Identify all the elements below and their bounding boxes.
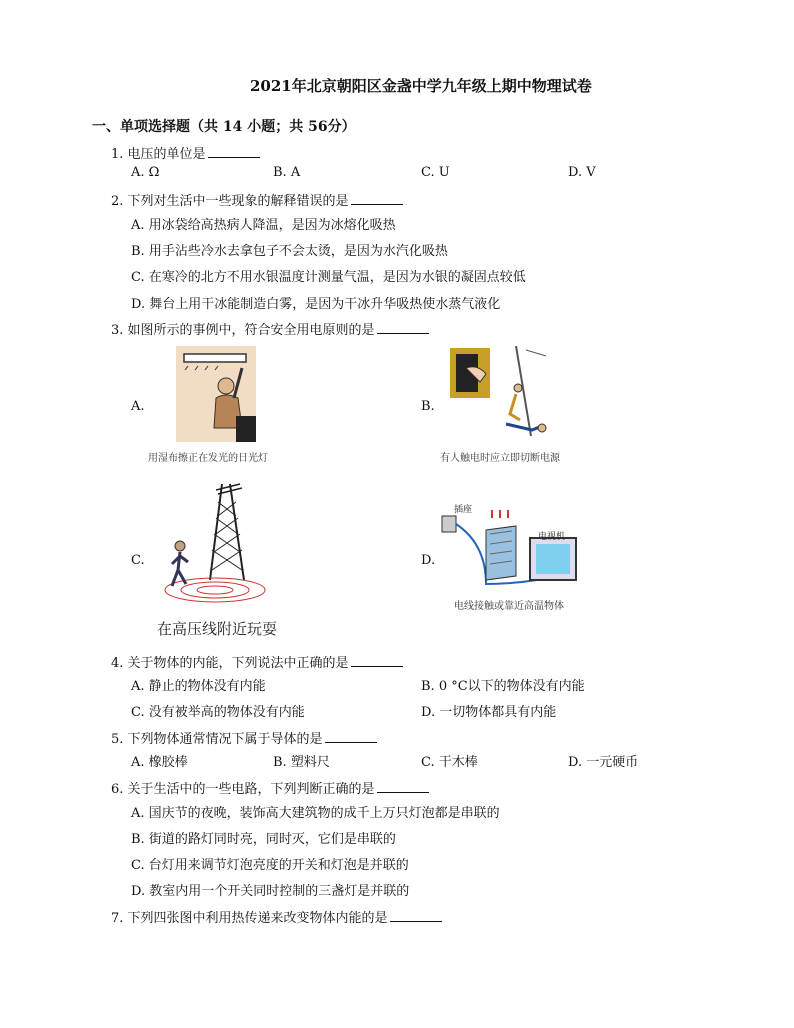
q4-option-a: A. 静止的物体没有内能 [131,679,266,694]
q3-caption-d: 电线接触或靠近高温物体 [454,601,564,612]
question-1 [111,143,260,162]
answer-blank [208,145,260,158]
q6-option-d: D. 教室内用一个开关同时控制的三盏灯是并联的 [131,884,410,899]
q5-option-b: B. 塑料尺 [273,755,330,770]
q5-option-d: D. 一元硬币 [568,755,639,770]
answer-blank [390,909,442,922]
q2-option-c: C. 在寒冷的北方不用水银温度计测量气温，是因为水银的凝固点较低 [131,270,526,285]
wet-cloth-lamp-illustration [176,346,256,442]
answer-blank [377,780,429,793]
q5-option-c: C. 干木棒 [421,755,478,770]
question-6 [111,778,429,797]
q1-option-c: C. U [421,165,450,180]
question-2 [111,190,403,209]
q6-option-c: C. 台灯用来调节灯泡亮度的开关和灯泡是并联的 [131,858,409,873]
section-heading: 一、单项选择题（共 14 小题；共 56分） [92,119,356,135]
power-tower-illustration [160,480,280,610]
q3-caption-c: 在高压线附近玩耍 [157,620,278,638]
q4-option-c: C. 没有被举高的物体没有内能 [131,705,305,720]
answer-blank [351,192,403,205]
q1-option-b: B. A [273,165,301,180]
q3-letter-c: C. [131,553,145,568]
question-5-stem: 5. 下列物体通常情况下属于导体的是 [111,732,323,747]
question-1-stem: 1. 电压的单位是 [111,147,206,162]
q3-letter-a: A. [131,399,145,414]
answer-blank [325,730,377,743]
question-7-stem: 7. 下列四张图中利用热传递来改变物体内能的是 [111,911,388,926]
q1-option-a: A. Ω [131,165,160,180]
question-4-stem: 4. 关于物体的内能，下列说法中正确的是 [111,656,349,671]
q2-option-a: A. 用冰袋给高热病人降温，是因为冰熔化吸热 [131,218,396,233]
question-4 [111,652,403,671]
q3-letter-d: D. [421,553,436,568]
q5-option-a: A. 橡胶棒 [131,755,188,770]
q2-option-b: B. 用手沾些冷水去拿包子不会太烫，是因为水汽化吸热 [131,244,448,259]
q6-option-b: B. 街道的路灯同时亮，同时灭，它们是串联的 [131,832,396,847]
q1-option-d: D. V [568,165,596,180]
question-2-stem: 2. 下列对生活中一些现象的解释错误的是 [111,194,349,209]
q2-option-d: D. 舞台上用干冰能制造白雾，是因为干冰升华吸热使水蒸气液化 [131,297,501,312]
q3-caption-b: 有人触电时应立即切断电源 [440,453,560,464]
q4-option-b: B. 0 °C以下的物体没有内能 [421,679,585,694]
question-6-stem: 6. 关于生活中的一些电路，下列判断正确的是 [111,782,375,797]
question-5 [111,728,377,747]
q3-d-tv-label: 电视机 [538,532,566,542]
q3-letter-b: B. [421,399,435,414]
q3-caption-a: 用湿布擦正在发光的日光灯 [148,453,268,464]
q4-option-d: D. 一切物体都具有内能 [421,705,557,720]
q6-option-a: A. 国庆节的夜晚，装饰高大建筑物的成千上万只灯泡都是串联的 [131,806,500,821]
question-7 [111,907,442,926]
q3-d-socket-label: 插座 [454,505,473,515]
cut-power-illustration [446,346,556,438]
question-3-stem: 3. 如图所示的事例中，符合安全用电原则的是 [111,323,375,338]
exam-title: 2021年北京朝阳区金盏中学九年级上期中物理试卷 [250,77,592,95]
answer-blank [351,654,403,667]
answer-blank [377,321,429,334]
question-3 [111,319,429,338]
